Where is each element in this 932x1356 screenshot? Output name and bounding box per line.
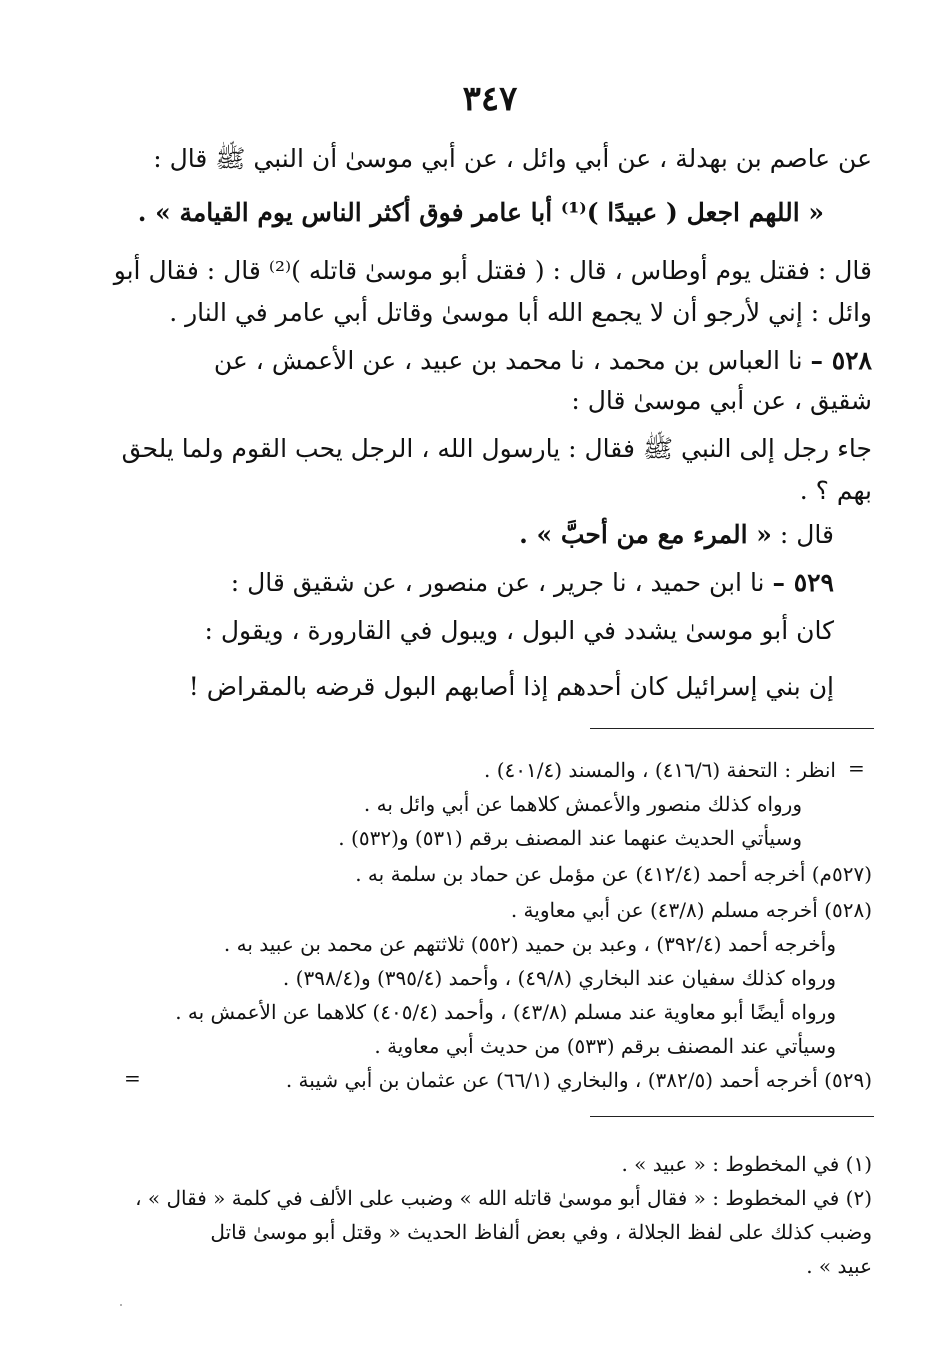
footnotes-separator — [590, 1116, 874, 1117]
footnote-2-line-3: عبيد » . — [806, 1254, 872, 1278]
text-line-9 — [519, 522, 834, 547]
text-line-7: جاء رجل إلى النبي ﷺ فقال : يارسول الله ، الرجل يحب القوم ولما يلحق — [121, 434, 872, 463]
note-line-2: ورواه كذلك منصور والأعمش كلاهما عن أبي وائل به . — [363, 792, 802, 816]
text-line-6: شقيق ، عن أبي موسىٰ قال : — [571, 386, 872, 415]
footnote-2-line-1: (٢) في المخطوط : « فقال أبو موسىٰ قاتله الله » وضبب على الألف في كلمة « فقال » ، — [135, 1186, 872, 1210]
footnote-2-line-2: وضبب كذلك على لفظ الجلالة ، وفي بعض ألفاظ الحديث « وقتل أبو موسىٰ قاتل — [210, 1220, 872, 1244]
hadith-529-line — [231, 570, 834, 595]
hadith-528-line — [214, 348, 872, 373]
notes-separator — [590, 728, 874, 729]
scan-speck — [120, 1304, 122, 1306]
page-number: ٣٤٧ — [462, 79, 518, 119]
note-line-7: ورواه كذلك سفيان عند البخاري (٤٩/٨) ، وأحمد (٣٩٥/٤) و(٣٩٨/٤) . — [282, 966, 836, 990]
text-line-11: كان أبو موسىٰ يشدد في البول ، ويبول في القارورة ، ويقول : — [204, 616, 834, 645]
hadith-528-isnad: نا العباس بن محمد ، نا محمد بن عبيد ، عن الأعمش ، عن — [213, 346, 803, 375]
note-line-4: (٥٢٧م) أخرجه أحمد (٤١٢/٤) عن مؤمل عن حماد بن سلمة به . — [355, 862, 872, 886]
hadith-528-number: ٥٢٨ – — [810, 346, 872, 375]
hadith-529-isnad: نا ابن حميد ، نا جرير ، عن منصور ، عن شقيق قال : — [230, 568, 765, 597]
note-line-1: انظر : التحفة (٤١٦/٦) ، والمسند (٤٠١/٤) . — [484, 758, 836, 782]
text-line-3: قال : فقتل يوم أوطاس ، قال : ( فقتل أبو موسىٰ قاتله )⁽²⁾ قال : فقال أبو — [113, 256, 872, 285]
text-line-8: بهم ؟ . — [799, 476, 872, 505]
hadith-528-quote: « المرء مع من أحبَّ » . — [519, 520, 772, 549]
note-line-3: وسيأتي الحديث عنهما عند المصنف برقم (٥٣١) و(٥٣٢) . — [338, 826, 802, 850]
hadith-529-number: ٥٢٩ – — [772, 568, 834, 597]
note-line-5: (٥٢٨) أخرجه مسلم (٤٣/٨) عن أبي معاوية . — [510, 898, 872, 922]
qala-prefix: قال : — [779, 520, 834, 549]
text-line-4: وائل : إني لأرجو أن لا يجمع الله أبا موسىٰ وقاتل أبي عامر في النار . — [169, 298, 872, 327]
hadith-quote-line: « اللهم اجعل ( عبيدًا )⁽¹⁾ أبا عامر فوق أكثر الناس يوم القيامة » . — [137, 198, 824, 227]
continuation-mark-start: = — [848, 756, 865, 780]
note-line-6: وأخرجه أحمد (٣٩٢/٤) ، وعبد بن حميد (٥٥٢) ثلاثتهم عن محمد بن عبيد به . — [223, 932, 836, 956]
footnote-1: (١) في المخطوط : « عبيد » . — [621, 1152, 872, 1176]
note-line-9: وسيأتي عند المصنف برقم (٥٣٣) من حديث أبي معاوية . — [374, 1034, 836, 1058]
note-line-8: ورواه أيضًا أبو معاوية عند مسلم (٤٣/٨) ، وأحمد (٤٠٥/٤) كلاهما عن الأعمش به . — [175, 1000, 836, 1024]
note-line-10: (٥٢٩) أخرجه أحمد (٣٨٢/٥) ، والبخاري (٦٦/١) عن عثمان بن أبي شيبة . — [285, 1068, 872, 1092]
text-line-12: إن بني إسرائيل كان أحدهم إذا أصابهم البول قرضه بالمقراض ! — [188, 672, 834, 701]
continuation-mark-end: = — [124, 1066, 141, 1090]
text-line-1: عن عاصم بن بهدلة ، عن أبي وائل ، عن أبي موسىٰ أن النبي ﷺ قال : — [153, 144, 872, 173]
